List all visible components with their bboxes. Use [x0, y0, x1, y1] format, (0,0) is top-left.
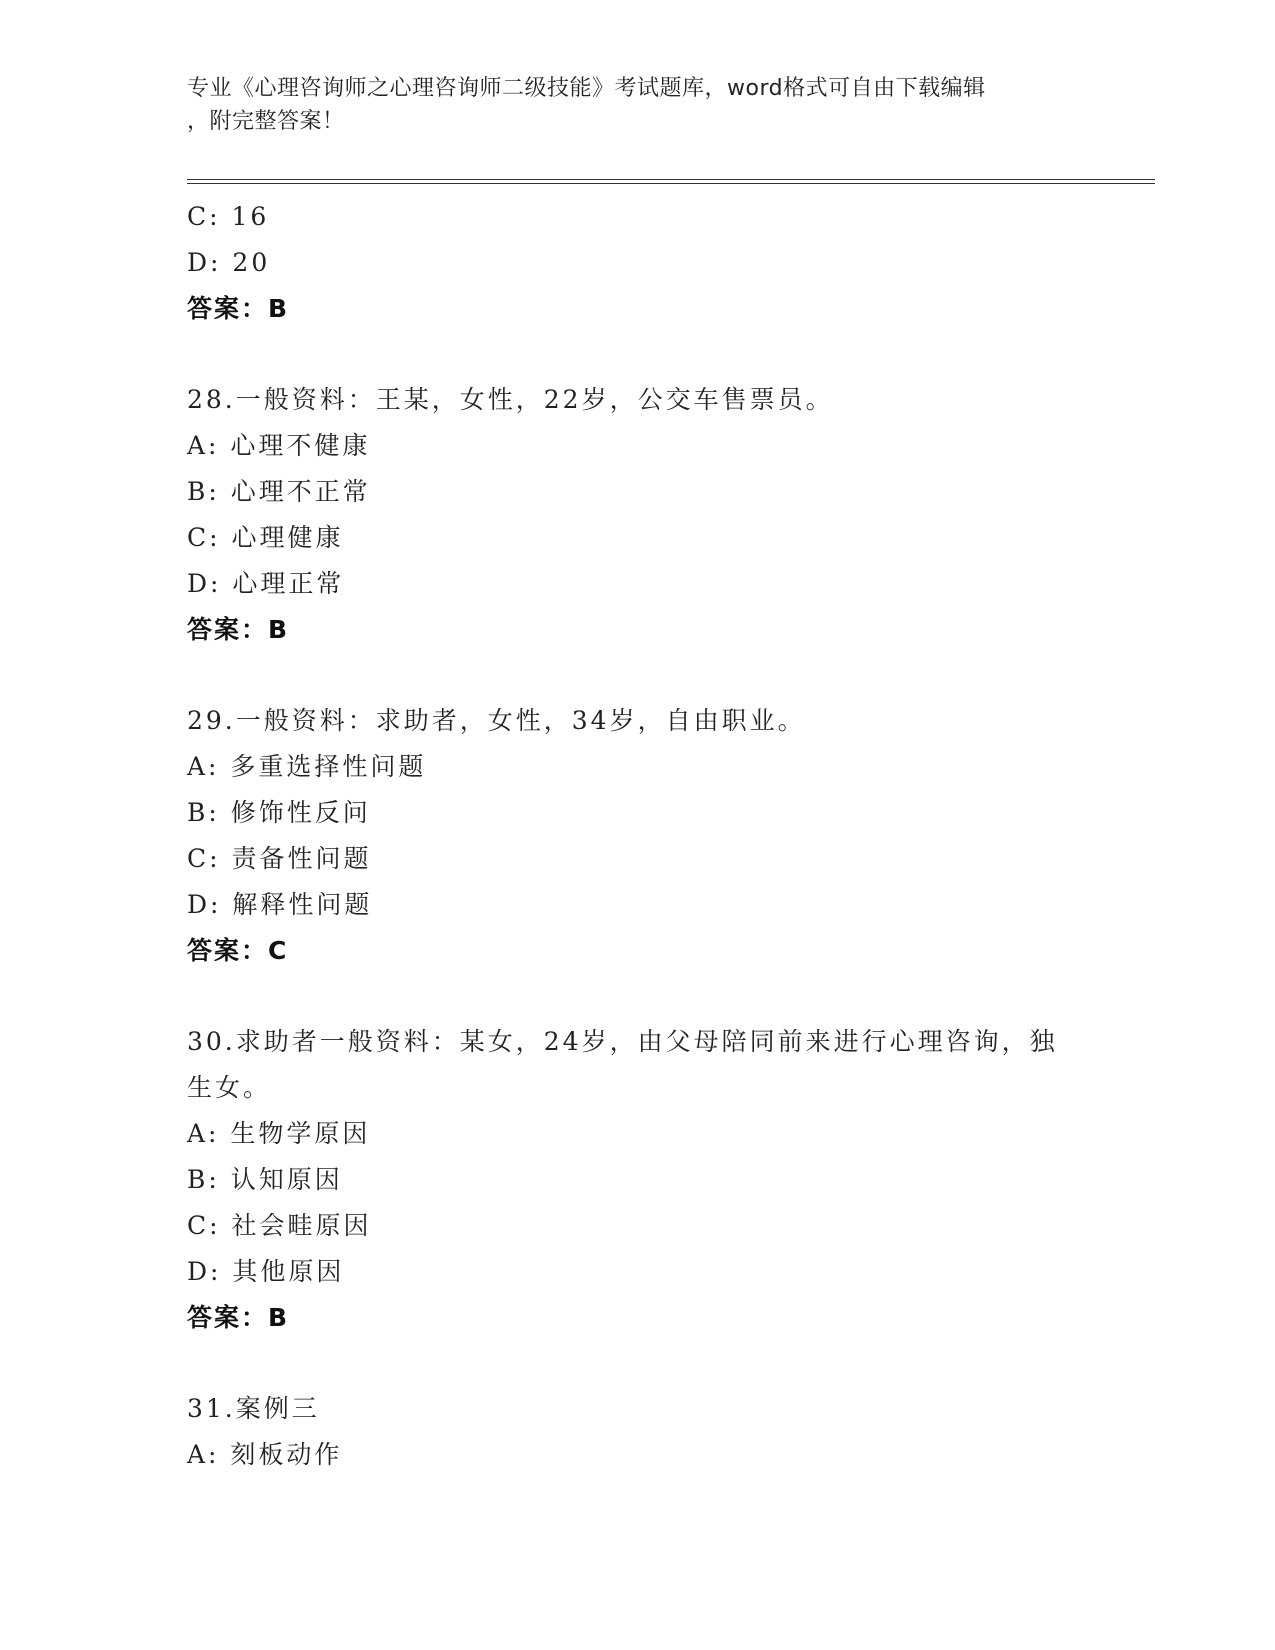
question-stem-line-2: 生女。 — [187, 1073, 272, 1102]
option-d: D: 其他原因 — [187, 1257, 345, 1286]
option-c: C: 责备性问题 — [187, 844, 372, 873]
question-31 — [187, 1386, 1137, 1478]
question-29 — [187, 698, 1137, 974]
header-divider-bottom — [187, 183, 1155, 184]
option-d: D: 解释性问题 — [187, 890, 373, 919]
option-d: D: 20 — [187, 248, 271, 277]
option-c: C: 心理健康 — [187, 523, 344, 552]
question-stem: 28.一般资料：王某，女性，22岁，公交车售票员。 — [187, 385, 834, 414]
header-divider-top — [187, 179, 1155, 180]
option-b: B: 认知原因 — [187, 1165, 343, 1194]
option-b: B: 心理不正常 — [187, 477, 371, 506]
document-header — [187, 72, 1087, 138]
option-a: A: 心理不健康 — [187, 431, 371, 460]
answer: 答案：B — [187, 294, 290, 323]
option-c: C: 16 — [187, 202, 270, 231]
answer: 答案：C — [187, 936, 289, 965]
question-27-tail — [187, 194, 1137, 332]
option-a: A: 刻板动作 — [187, 1440, 343, 1469]
answer: 答案：B — [187, 1303, 290, 1332]
option-d: D: 心理正常 — [187, 569, 345, 598]
option-a: A: 多重选择性问题 — [187, 752, 427, 781]
answer: 答案：B — [187, 615, 290, 644]
question-list — [187, 194, 1137, 1478]
option-a: A: 生物学原因 — [187, 1119, 371, 1148]
option-b: B: 修饰性反问 — [187, 798, 371, 827]
question-28 — [187, 377, 1137, 653]
header-line-2: ，附完整答案！ — [187, 109, 345, 134]
header-line-1: 专业《心理咨询师之心理咨询师二级技能》考试题库，word格式可自由下载编辑 — [187, 76, 986, 101]
question-stem: 31.案例三 — [187, 1394, 320, 1423]
option-c: C: 社会畦原因 — [187, 1211, 372, 1240]
question-30 — [187, 1019, 1137, 1341]
question-stem-line-1: 30.求助者一般资料：某女，24岁，由父母陪同前来进行心理咨询，独 — [187, 1027, 1058, 1056]
question-stem: 29.一般资料：求助者，女性，34岁，自由职业。 — [187, 706, 806, 735]
